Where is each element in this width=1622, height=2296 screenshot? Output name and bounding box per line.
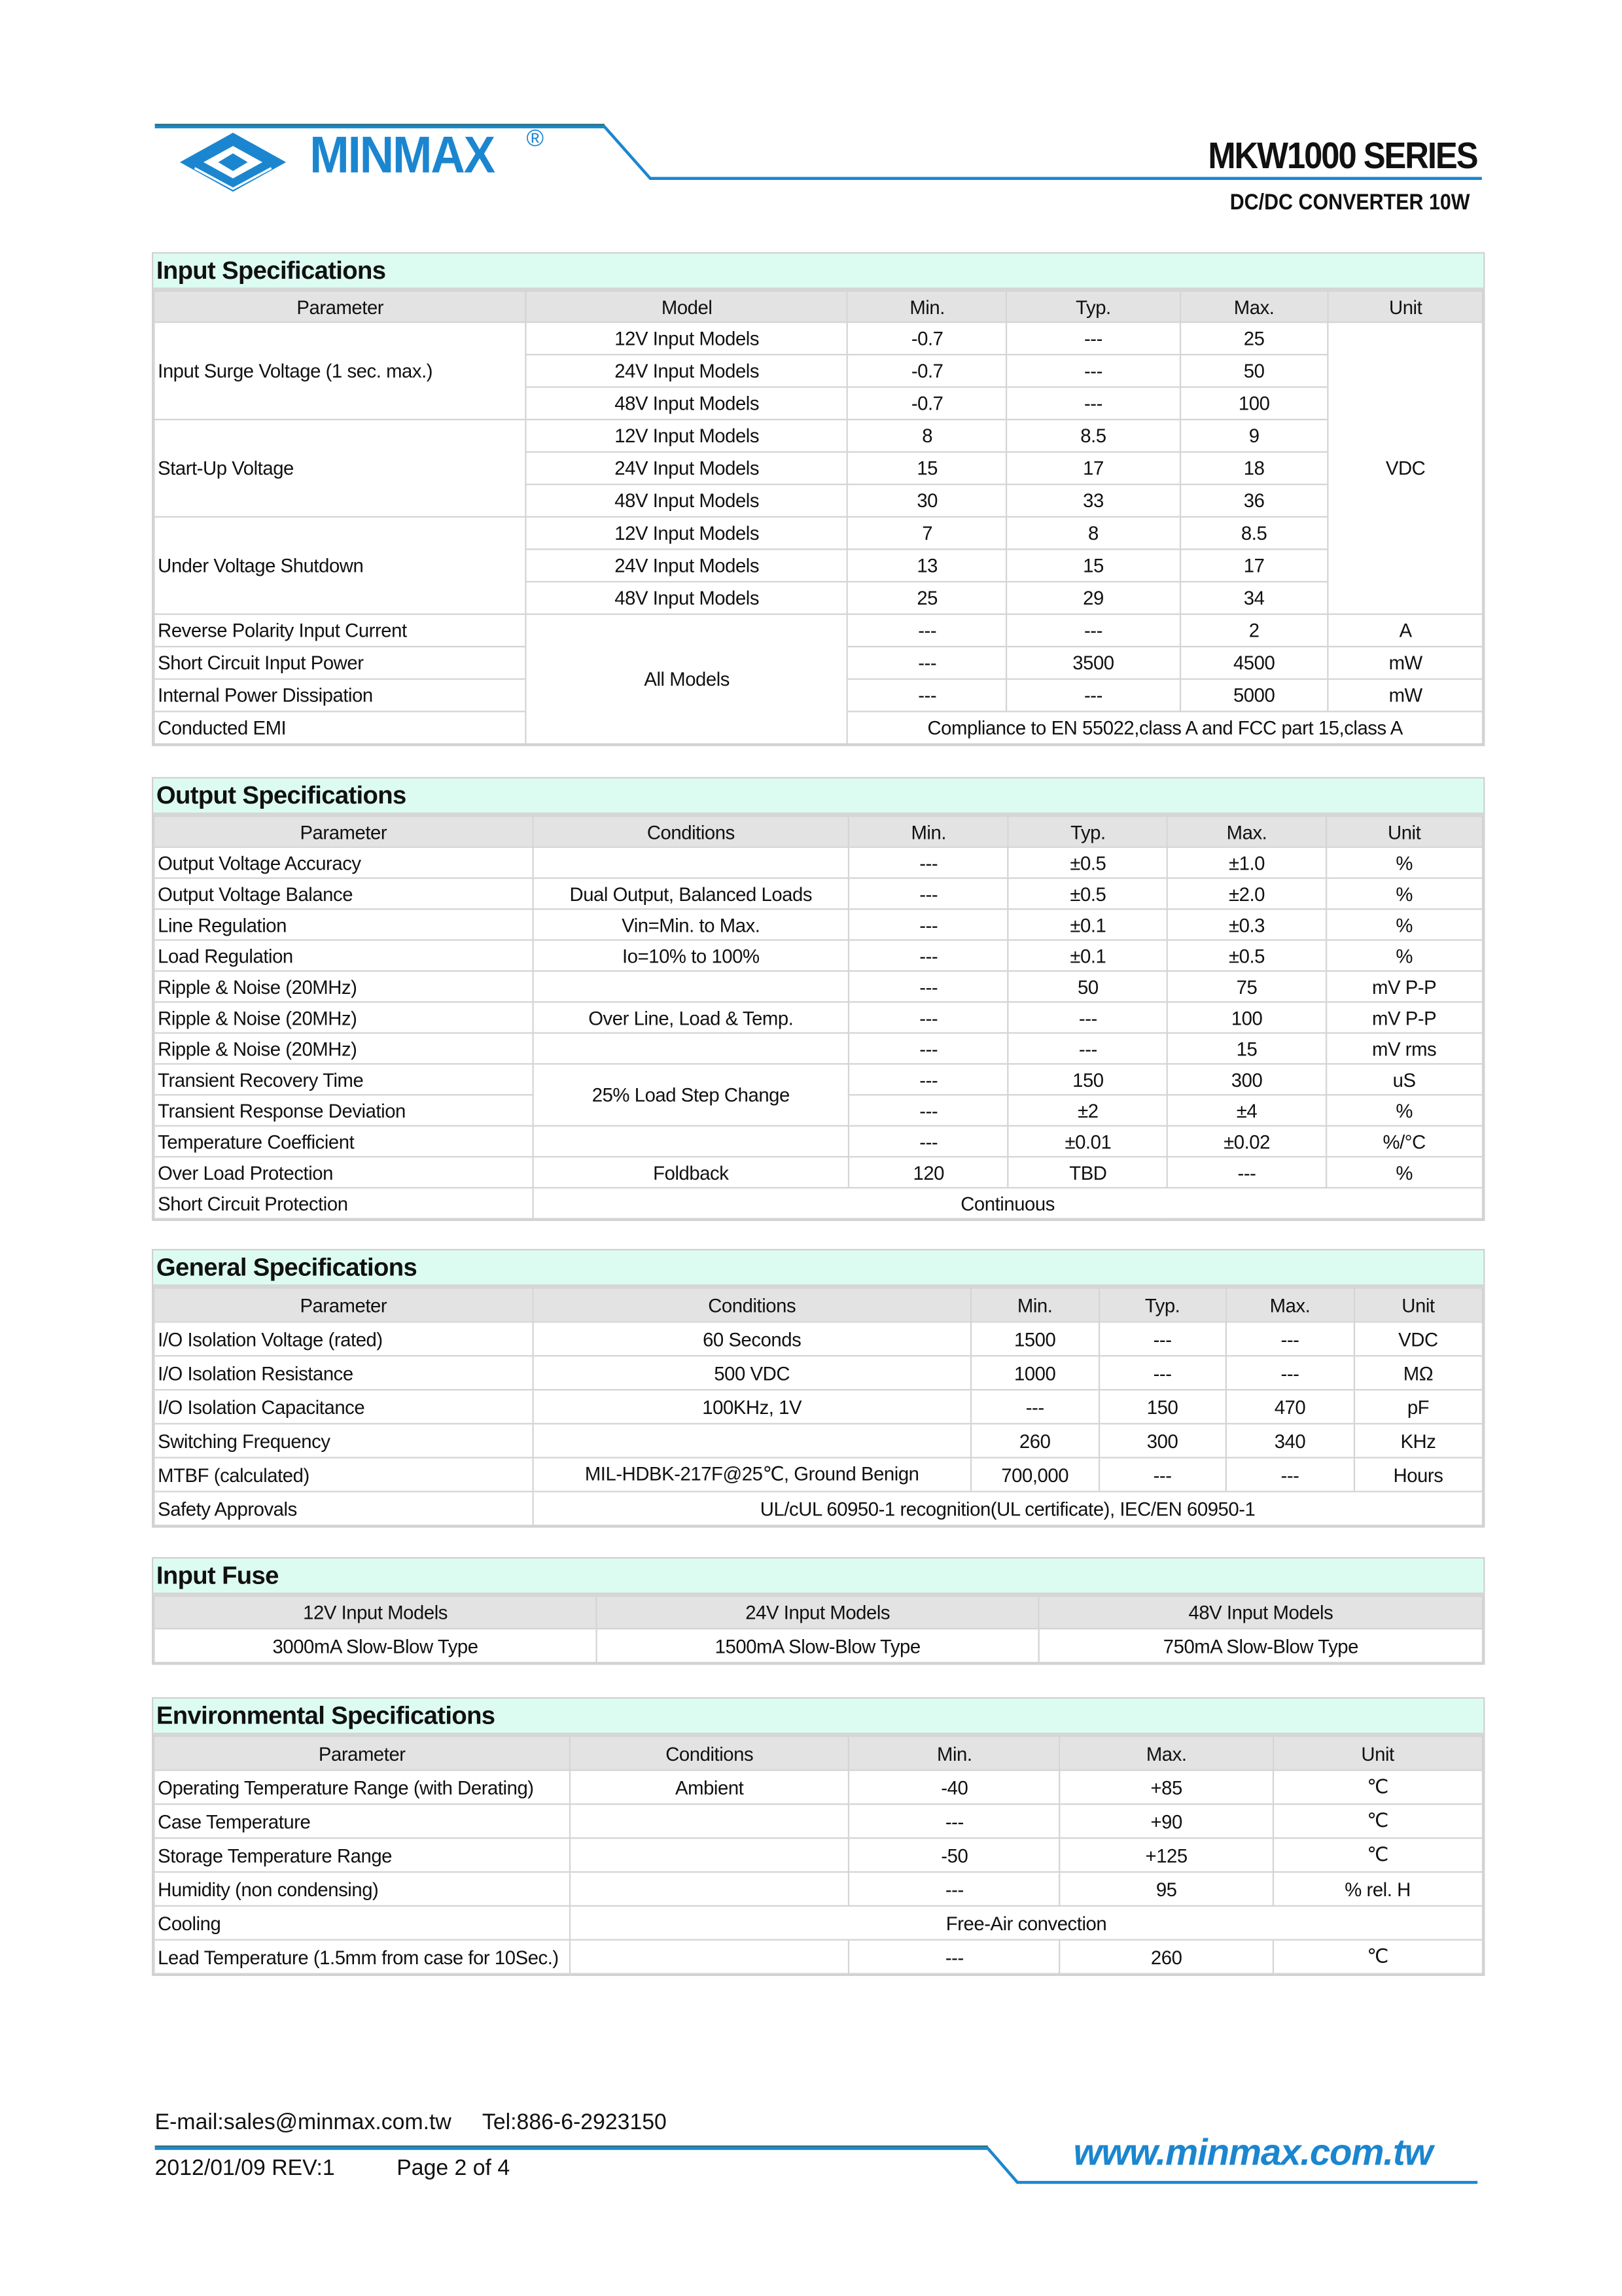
value-cell: %/°C [1326,1126,1483,1157]
parameter-cell: Reverse Polarity Input Current [154,614,527,647]
table-row [154,1629,1483,1663]
value-cell: Hours [1354,1458,1483,1492]
value-cell: --- [1007,387,1180,420]
parameter-cell: Operating Temperature Range (with Derating) [154,1770,571,1804]
value-cell: Vin=Min. to Max. [533,909,849,940]
value-cell [533,1126,849,1157]
value-cell: 25% Load Step Change [533,1064,849,1126]
table-row [154,1906,1483,1940]
value-cell: 150 [1099,1390,1226,1424]
column-header: Conditions [570,1737,849,1771]
value-cell: --- [1099,1458,1226,1492]
value-cell: ±0.5 [1008,847,1168,878]
value-cell: 100 [1168,1002,1326,1033]
column-header: Parameter [154,816,533,847]
value-cell: A [1328,614,1483,647]
table-row [154,940,1483,971]
table-header-row [154,291,1483,322]
value-cell: 75 [1168,971,1326,1002]
column-header: Typ. [1099,1288,1226,1322]
value-cell: 12V Input Models [526,419,847,452]
value-cell: VDC [1328,322,1483,614]
value-cell: 15 [1007,549,1180,582]
table-row [154,1157,1483,1188]
value-cell: 1000 [971,1356,1099,1390]
value-cell: 15 [847,452,1007,485]
footer-email: E-mail:sales@minmax.com.tw [154,2110,451,2136]
column-header: Parameter [154,1288,533,1322]
column-header: Min. [849,1737,1060,1771]
value-cell: 13 [847,549,1007,582]
value-cell: --- [1007,355,1180,387]
value-cell: 17 [1180,549,1328,582]
value-cell: --- [849,1064,1008,1095]
column-header: 12V Input Models [154,1597,597,1629]
value-cell: --- [849,878,1008,909]
table-row [154,1424,1483,1458]
value-cell: 9 [1180,419,1328,452]
input-table [153,291,1483,745]
column-header: Max. [1180,291,1328,322]
table-header-row [154,816,1483,847]
parameter-cell: Humidity (non condensing) [154,1872,571,1906]
value-cell: pF [1354,1390,1483,1424]
table-row [154,1872,1483,1906]
value-cell: -0.7 [847,355,1007,387]
value-cell: 24V Input Models [526,452,847,485]
input-section-title: Input Specifications [153,254,1483,291]
value-cell: --- [1099,1322,1226,1356]
value-cell: --- [1168,1157,1326,1188]
table-row [154,971,1483,1002]
value-cell: 48V Input Models [526,582,847,614]
table-row [154,1188,1483,1218]
value-cell: 24V Input Models [526,355,847,387]
value-cell [533,847,849,878]
value-cell: +90 [1060,1804,1273,1838]
value-cell: TBD [1008,1157,1168,1188]
value-cell: 3500 [1007,646,1180,679]
value-cell: --- [849,971,1008,1002]
table-row [154,517,1483,550]
value-cell: ±0.3 [1168,909,1326,940]
table-row [154,1390,1483,1424]
parameter-cell: Line Regulation [154,909,533,940]
value-cell: 300 [1099,1424,1226,1458]
parameter-cell: Output Voltage Accuracy [154,847,533,878]
table-row [154,1126,1483,1157]
value-cell: 15 [1168,1033,1326,1064]
table-row [154,419,1483,452]
value-cell: 30 [847,484,1007,517]
table-row [154,1322,1483,1356]
value-cell: 700,000 [971,1458,1099,1492]
value-cell: --- [847,679,1007,712]
value-cell: MIL-HDBK-217F@25℃, Ground Benign [533,1458,971,1492]
registered-mark: ® [526,126,544,152]
value-cell: Io=10% to 100% [533,940,849,971]
table-header-row [154,1288,1483,1322]
value-cell: 50 [1008,971,1168,1002]
parameter-cell: Output Voltage Balance [154,878,533,909]
value-cell: 120 [849,1157,1008,1188]
value-cell: UL/cUL 60950-1 recognition(UL certificate), IEC/EN 60950-1 [533,1492,1483,1526]
value-cell: -50 [849,1838,1060,1872]
value-cell: --- [1226,1458,1354,1492]
footer-telephone: Tel:886-6-2923150 [482,2110,667,2136]
value-cell: Foldback [533,1157,849,1188]
table-header-row [154,1737,1483,1771]
value-cell: Ambient [570,1770,849,1804]
parameter-cell: Conducted EMI [154,711,527,744]
value-cell: All Models [526,614,847,744]
value-cell: 500 VDC [533,1356,971,1390]
parameter-cell: Short Circuit Protection [154,1188,533,1218]
value-cell: ±4 [1168,1095,1326,1125]
parameter-cell: Switching Frequency [154,1424,533,1458]
value-cell: 260 [1060,1940,1273,1974]
fuse-section-title: Input Fuse [153,1559,1483,1595]
value-cell [570,1804,849,1838]
value-cell: 7 [847,517,1007,550]
table-row [154,322,1483,355]
value-cell: --- [1226,1322,1354,1356]
parameter-cell: Case Temperature [154,1804,571,1838]
value-cell: 3000mA Slow-Blow Type [154,1629,597,1663]
parameter-cell: I/O Isolation Capacitance [154,1390,533,1424]
value-cell: --- [1007,679,1180,712]
value-cell: ±2.0 [1168,878,1326,909]
parameter-cell: Short Circuit Input Power [154,646,527,679]
value-cell: 300 [1168,1064,1326,1095]
column-header: Min. [849,816,1008,847]
value-cell [533,971,849,1002]
general-section-title: General Specifications [153,1250,1483,1287]
table-row [154,1458,1483,1492]
value-cell: mV rms [1326,1033,1483,1064]
table-row [154,1033,1483,1064]
value-cell: ±0.1 [1008,909,1168,940]
column-header: Typ. [1007,291,1180,322]
value-cell: ±0.5 [1008,878,1168,909]
parameter-cell: MTBF (calculated) [154,1458,533,1492]
value-cell [570,1872,849,1906]
parameter-cell: Ripple & Noise (20MHz) [154,1033,533,1064]
value-cell: 470 [1226,1390,1354,1424]
table-header-row [154,1597,1483,1629]
value-cell: 260 [971,1424,1099,1458]
value-cell: 36 [1180,484,1328,517]
value-cell: VDC [1354,1322,1483,1356]
input-specifications-section [152,252,1485,746]
value-cell: --- [971,1390,1099,1424]
value-cell: --- [1008,1033,1168,1064]
value-cell: 1500 [971,1322,1099,1356]
general-table [153,1287,1483,1526]
value-cell: 24V Input Models [526,549,847,582]
output-table [153,815,1483,1219]
parameter-cell: Cooling [154,1906,571,1940]
value-cell: 25 [847,582,1007,614]
table-row [154,1002,1483,1033]
table-row [154,614,1483,647]
output-section-title: Output Specifications [153,779,1483,815]
value-cell: 18 [1180,452,1328,485]
value-cell: --- [1007,614,1180,647]
value-cell: ℃ [1273,1804,1483,1838]
value-cell: 1500mA Slow-Blow Type [597,1629,1039,1663]
parameter-cell: I/O Isolation Resistance [154,1356,533,1390]
parameter-cell: Ripple & Noise (20MHz) [154,971,533,1002]
input-fuse-section [152,1557,1485,1665]
value-cell: --- [849,1940,1060,1974]
value-cell: --- [1099,1356,1226,1390]
parameter-cell: Start-Up Voltage [154,419,527,517]
value-cell: -0.7 [847,387,1007,420]
value-cell: --- [849,1033,1008,1064]
value-cell: --- [849,847,1008,878]
table-row [154,1356,1483,1390]
value-cell: 95 [1060,1872,1273,1906]
value-cell [570,1838,849,1872]
column-header: Max. [1168,816,1326,847]
value-cell: MΩ [1354,1356,1483,1390]
value-cell: 150 [1008,1064,1168,1095]
table-row [154,847,1483,878]
value-cell: uS [1326,1064,1483,1095]
output-specifications-section [152,777,1485,1221]
value-cell: 8 [1007,517,1180,550]
value-cell: 4500 [1180,646,1328,679]
product-subtitle: DC/DC CONVERTER 10W [1230,190,1470,216]
website-link[interactable]: www.minmax.com.tw [1073,2132,1433,2174]
value-cell: 60 Seconds [533,1322,971,1356]
value-cell: ±0.02 [1168,1126,1326,1157]
column-header: Unit [1326,816,1483,847]
value-cell: --- [849,909,1008,940]
value-cell: mV P-P [1326,1002,1483,1033]
environmental-specifications-section [152,1697,1485,1976]
table-row [154,1064,1483,1095]
parameter-cell: I/O Isolation Voltage (rated) [154,1322,533,1356]
value-cell: ℃ [1273,1770,1483,1804]
value-cell: KHz [1354,1424,1483,1458]
value-cell: Free-Air convection [570,1906,1483,1940]
value-cell: 100 [1180,387,1328,420]
column-header: Model [526,291,847,322]
column-header: Parameter [154,291,527,322]
parameter-cell: Load Regulation [154,940,533,971]
value-cell: mV P-P [1326,971,1483,1002]
value-cell: mW [1328,646,1483,679]
fuse-table [153,1595,1483,1663]
value-cell: --- [849,1126,1008,1157]
table-row [154,1940,1483,1974]
value-cell: -0.7 [847,322,1007,355]
table-row [154,909,1483,940]
column-header: Parameter [154,1737,571,1771]
value-cell: --- [847,646,1007,679]
value-cell: 100KHz, 1V [533,1390,971,1424]
value-cell: --- [1007,322,1180,355]
value-cell: --- [847,614,1007,647]
parameter-cell: Internal Power Dissipation [154,679,527,712]
value-cell: mW [1328,679,1483,712]
value-cell [570,1940,849,1974]
value-cell: Over Line, Load & Temp. [533,1002,849,1033]
minmax-logo-icon [177,130,289,194]
value-cell: % [1326,1095,1483,1125]
value-cell: 25 [1180,322,1328,355]
value-cell: % [1326,1157,1483,1188]
value-cell: % rel. H [1273,1872,1483,1906]
value-cell: 8.5 [1180,517,1328,550]
value-cell: 8.5 [1007,419,1180,452]
series-title: MKW1000 SERIES [1208,135,1478,177]
column-header: Unit [1354,1288,1483,1322]
parameter-cell: Over Load Protection [154,1157,533,1188]
value-cell: 12V Input Models [526,322,847,355]
value-cell: Continuous [533,1188,1483,1218]
column-header: Conditions [533,1288,971,1322]
column-header: Unit [1328,291,1483,322]
value-cell [533,1424,971,1458]
parameter-cell: Safety Approvals [154,1492,533,1526]
value-cell: Compliance to EN 55022,class A and FCC part 15,class A [847,711,1483,744]
environmental-section-title: Environmental Specifications [153,1699,1483,1735]
value-cell: --- [1226,1356,1354,1390]
column-header: Min. [847,291,1007,322]
column-header: Unit [1273,1737,1483,1771]
value-cell: 34 [1180,582,1328,614]
footer-page-number: Page 2 of 4 [397,2155,510,2181]
column-header: 24V Input Models [597,1597,1039,1629]
value-cell: 50 [1180,355,1328,387]
parameter-cell: Lead Temperature (1.5mm from case for 10Sec.) [154,1940,571,1974]
value-cell: 750mA Slow-Blow Type [1039,1629,1483,1663]
general-specifications-section [152,1249,1485,1528]
value-cell: 33 [1007,484,1180,517]
table-row [154,1492,1483,1526]
value-cell: --- [849,940,1008,971]
value-cell: 8 [847,419,1007,452]
column-header: Conditions [533,816,849,847]
value-cell: --- [849,1872,1060,1906]
value-cell: ±0.01 [1008,1126,1168,1157]
value-cell: ℃ [1273,1940,1483,1974]
value-cell: 17 [1007,452,1180,485]
value-cell [533,1033,849,1064]
parameter-cell: Storage Temperature Range [154,1838,571,1872]
column-header: Min. [971,1288,1099,1322]
value-cell: --- [849,1002,1008,1033]
value-cell: Dual Output, Balanced Loads [533,878,849,909]
environmental-table [153,1735,1483,1974]
parameter-cell: Under Voltage Shutdown [154,517,527,614]
parameter-cell: Transient Response Deviation [154,1095,533,1125]
value-cell: 5000 [1180,679,1328,712]
value-cell: --- [849,1095,1008,1125]
parameter-cell: Temperature Coefficient [154,1126,533,1157]
table-row [154,878,1483,909]
value-cell: +85 [1060,1770,1273,1804]
value-cell: % [1326,847,1483,878]
value-cell: 340 [1226,1424,1354,1458]
parameter-cell: Transient Recovery Time [154,1064,533,1095]
brand-logo-text: MINMAX [309,126,495,185]
column-header: Typ. [1008,816,1168,847]
table-row [154,1804,1483,1838]
value-cell: ℃ [1273,1838,1483,1872]
value-cell: -40 [849,1770,1060,1804]
table-row [154,1838,1483,1872]
column-header: Max. [1226,1288,1354,1322]
value-cell: 12V Input Models [526,517,847,550]
parameter-cell: Ripple & Noise (20MHz) [154,1002,533,1033]
value-cell: +125 [1060,1838,1273,1872]
value-cell: --- [849,1804,1060,1838]
value-cell: 2 [1180,614,1328,647]
value-cell: ±1.0 [1168,847,1326,878]
parameter-cell: Input Surge Voltage (1 sec. max.) [154,322,527,419]
column-header: 48V Input Models [1039,1597,1483,1629]
value-cell: % [1326,909,1483,940]
value-cell: ±0.1 [1008,940,1168,971]
table-row [154,1770,1483,1804]
value-cell: 48V Input Models [526,484,847,517]
footer-date-revision: 2012/01/09 REV:1 [154,2155,335,2181]
value-cell: 29 [1007,582,1180,614]
value-cell: --- [1008,1002,1168,1033]
value-cell: ±2 [1008,1095,1168,1125]
value-cell: % [1326,940,1483,971]
value-cell: % [1326,878,1483,909]
column-header: Max. [1060,1737,1273,1771]
value-cell: 48V Input Models [526,387,847,420]
value-cell: ±0.5 [1168,940,1326,971]
